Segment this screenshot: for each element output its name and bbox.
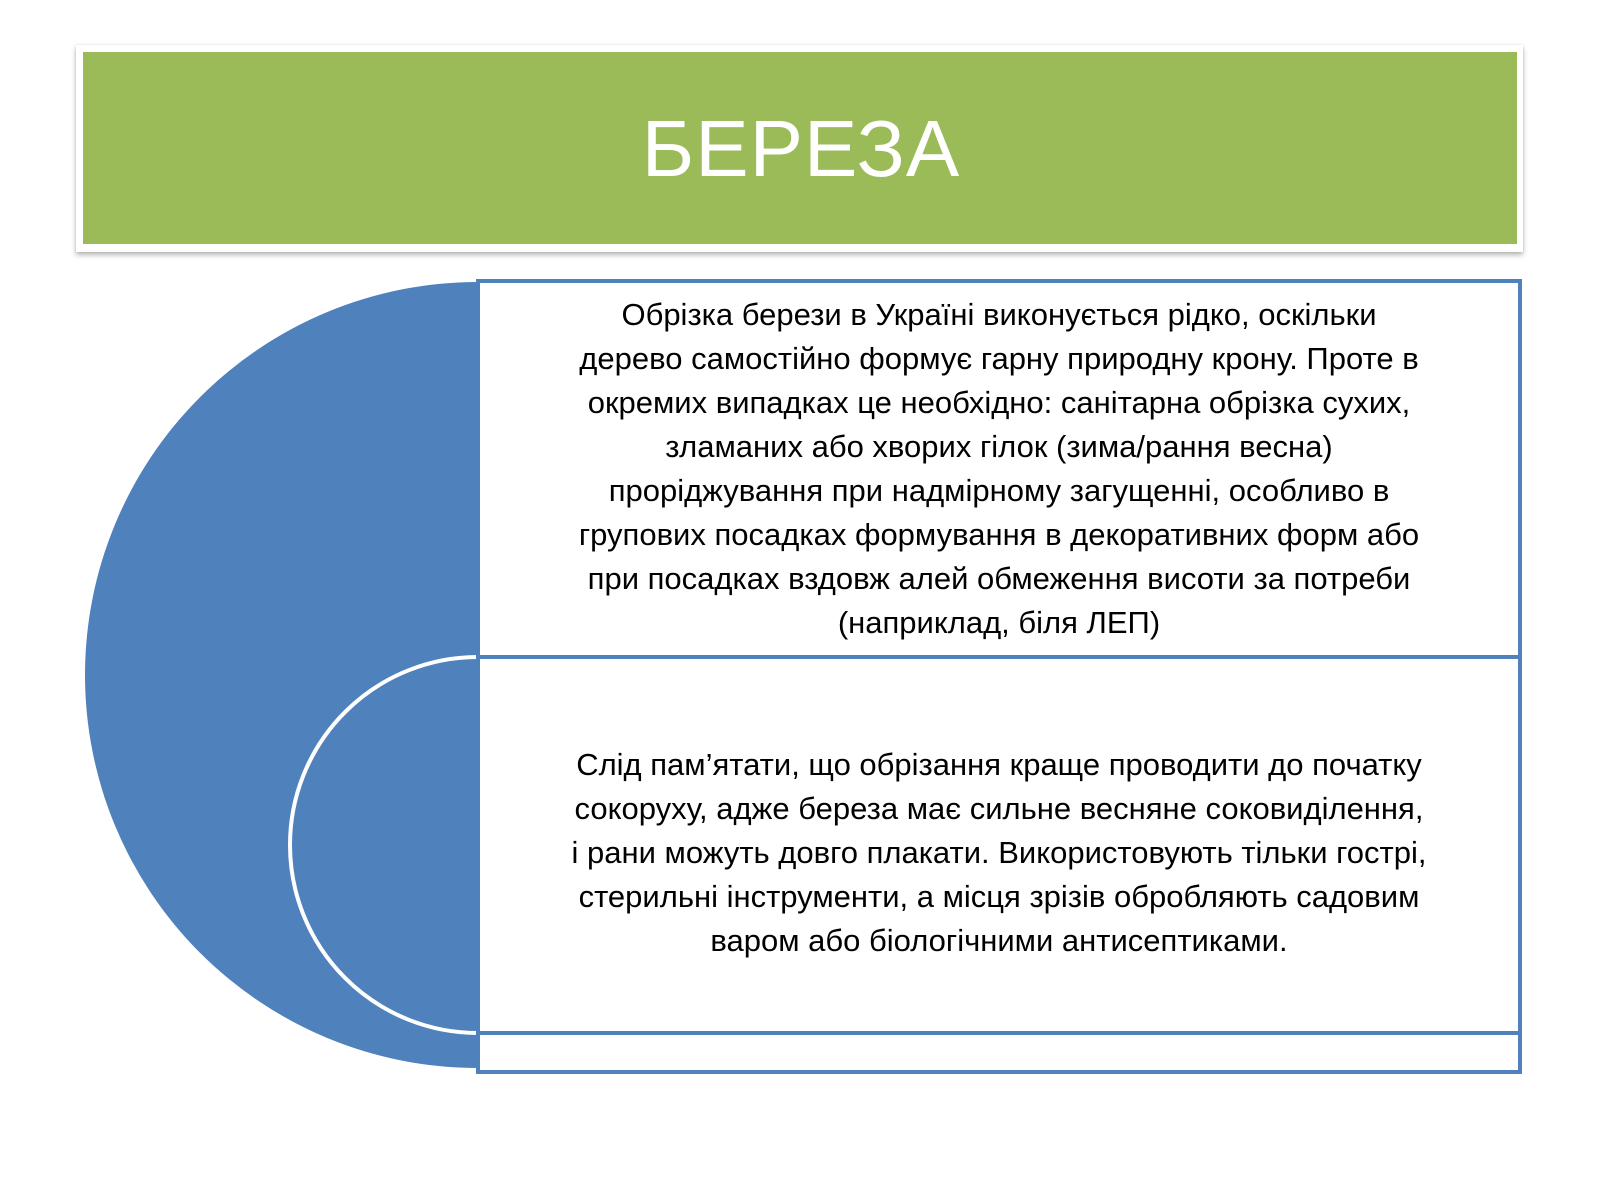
- text-line: (наприклад, біля ЛЕП): [837, 604, 1161, 640]
- text-line: Слід пам’ятати, що обрізання краще проводити до початку: [576, 747, 1422, 782]
- text-line: окремих випадках це необхідно: санітарна обрізка сухих,: [587, 384, 1411, 420]
- text-line: сокоруху, адже береза має сильне весняне соковиділення,: [574, 791, 1424, 826]
- text-block-pruning-cases: [478, 282, 1520, 655]
- text-line: при посадках вздовж алей обмеження висоти за потреби: [587, 560, 1411, 596]
- slide-title: БЕРЕЗА: [641, 104, 961, 193]
- text-line: групових посадках формування в декоративних форм або: [578, 516, 1420, 552]
- text-block-pruning-timing: [478, 659, 1520, 1031]
- outer-half-circle: [85, 282, 478, 1068]
- text-line: Обрізка берези в Україні виконується рідко, оскільки: [621, 296, 1377, 332]
- text-line: варом або біологічними антисептиками.: [710, 923, 1288, 958]
- text-line: проріджування при надмірному загущенні, особливо в: [608, 472, 1390, 508]
- text-line: зламаних або хворих гілок (зима/рання весна): [665, 428, 1333, 464]
- text-line: дерево самостійно формує гарну природну крону. Проте в: [579, 340, 1419, 376]
- text-line: і рани можуть довго плакати. Використовують тільки гострі,: [571, 835, 1427, 870]
- text-line: стерильні інструменти, а місця зрізів обробляють садовим: [578, 879, 1420, 914]
